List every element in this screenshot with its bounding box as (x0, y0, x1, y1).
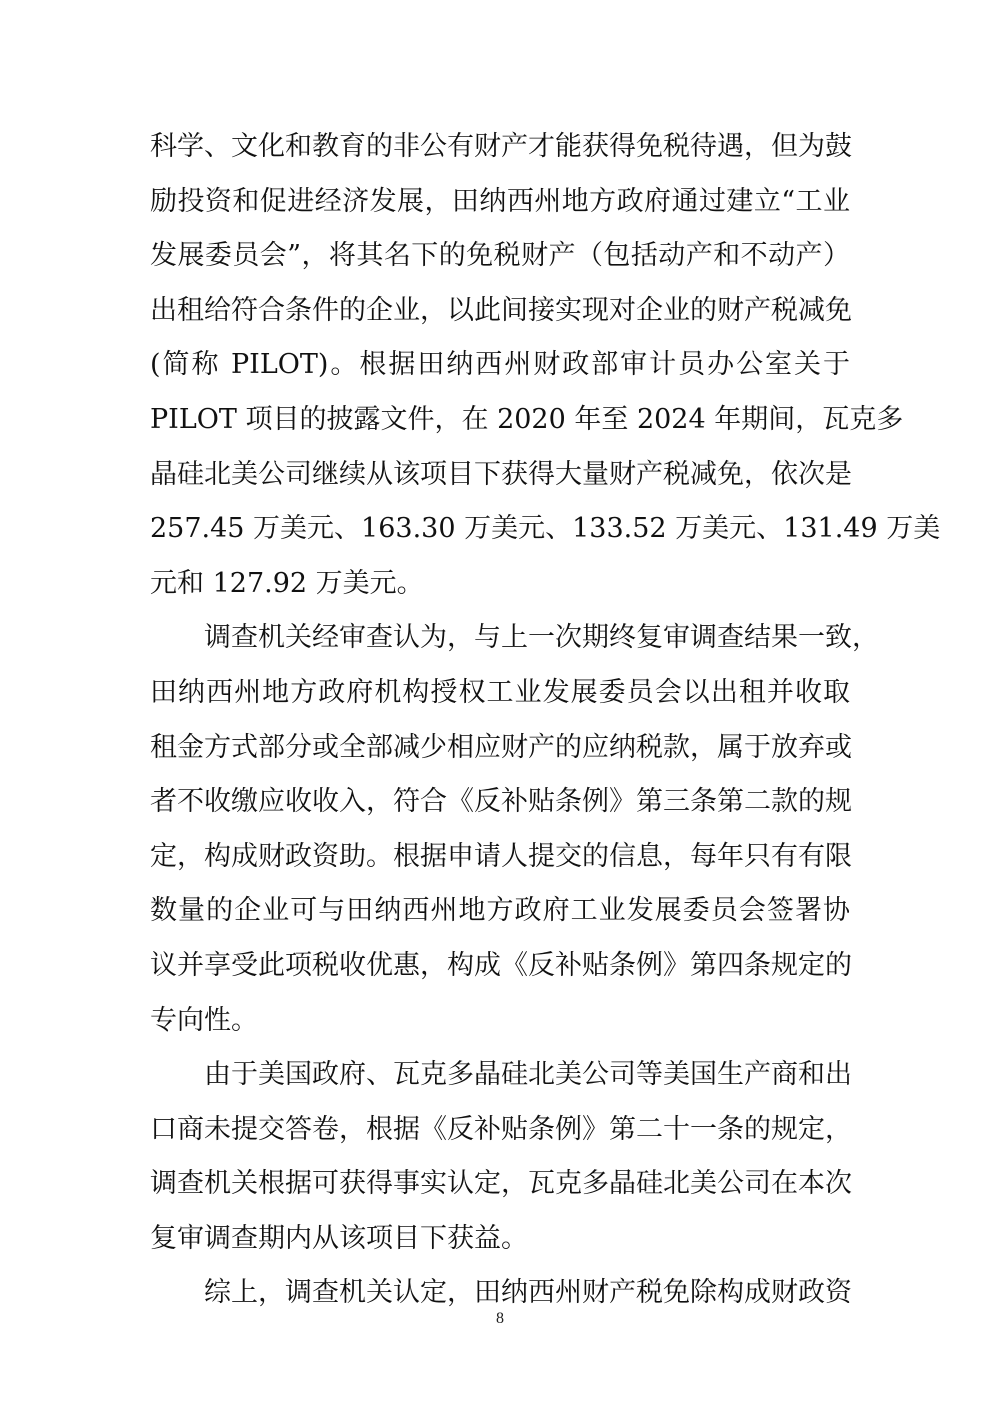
text-line: (简称 PILOT)。根据田纳西州财政部审计员办公室关于 (150, 349, 850, 381)
text-line: 租金方式部分或全部减少相应财产的应纳税款，属于放弃或 (150, 731, 852, 763)
text-line: 元和 127.92 万美元。 (150, 567, 424, 599)
text-line: 定，构成财政资助。根据申请人提交的信息，每年只有有限 (150, 840, 852, 872)
text-line: 由于美国政府、瓦克多晶硅北美公司等美国生产商和出 (204, 1059, 852, 1091)
text-line: 田纳西州地方政府机构授权工业发展委员会以出租并收取 (150, 676, 850, 708)
text-line: 数量的企业可与田纳西州地方政府工业发展委员会签署协 (150, 895, 850, 927)
page-number: 8 (496, 1310, 504, 1327)
text-line: 综上，调查机关认定，田纳西州财产税免除构成财政资 (204, 1277, 852, 1309)
text-line: 257.45 万美元、163.30 万美元、133.52 万美元、131.49 万美 (150, 513, 941, 545)
text-line: PILOT 项目的披露文件，在 2020 年至 2024 年期间，瓦克多 (150, 403, 904, 435)
text-line: 者不收缴应收收入，符合《反补贴条例》第三条第二款的规 (150, 786, 852, 818)
text-line: 专向性。 (150, 1004, 258, 1036)
text-line: 复审调查期内从该项目下获益。 (150, 1222, 528, 1254)
text-line: 议并享受此项税收优惠，构成《反补贴条例》第四条规定的 (150, 949, 852, 981)
body-text (150, 120, 941, 1321)
text-line: 口商未提交答卷，根据《反补贴条例》第二十一条的规定， (150, 1113, 852, 1145)
text-line: 发展委员会”，将其名下的免税财产（包括动产和不动产） (150, 240, 850, 272)
text-line: 励投资和促进经济发展，田纳西州地方政府通过建立“工业 (150, 185, 850, 217)
text-line: 晶硅北美公司继续从该项目下获得大量财产税减免，依次是 (150, 458, 852, 490)
text-line: 调查机关根据可获得事实认定，瓦克多晶硅北美公司在本次 (150, 1168, 852, 1200)
text-line: 调查机关经审查认为，与上一次期终复审调查结果一致， (204, 622, 879, 654)
text-line: 科学、文化和教育的非公有财产才能获得免税待遇，但为鼓 (150, 131, 852, 162)
text-line: 出租给符合条件的企业，以此间接实现对企业的财产税减免 (150, 294, 852, 326)
